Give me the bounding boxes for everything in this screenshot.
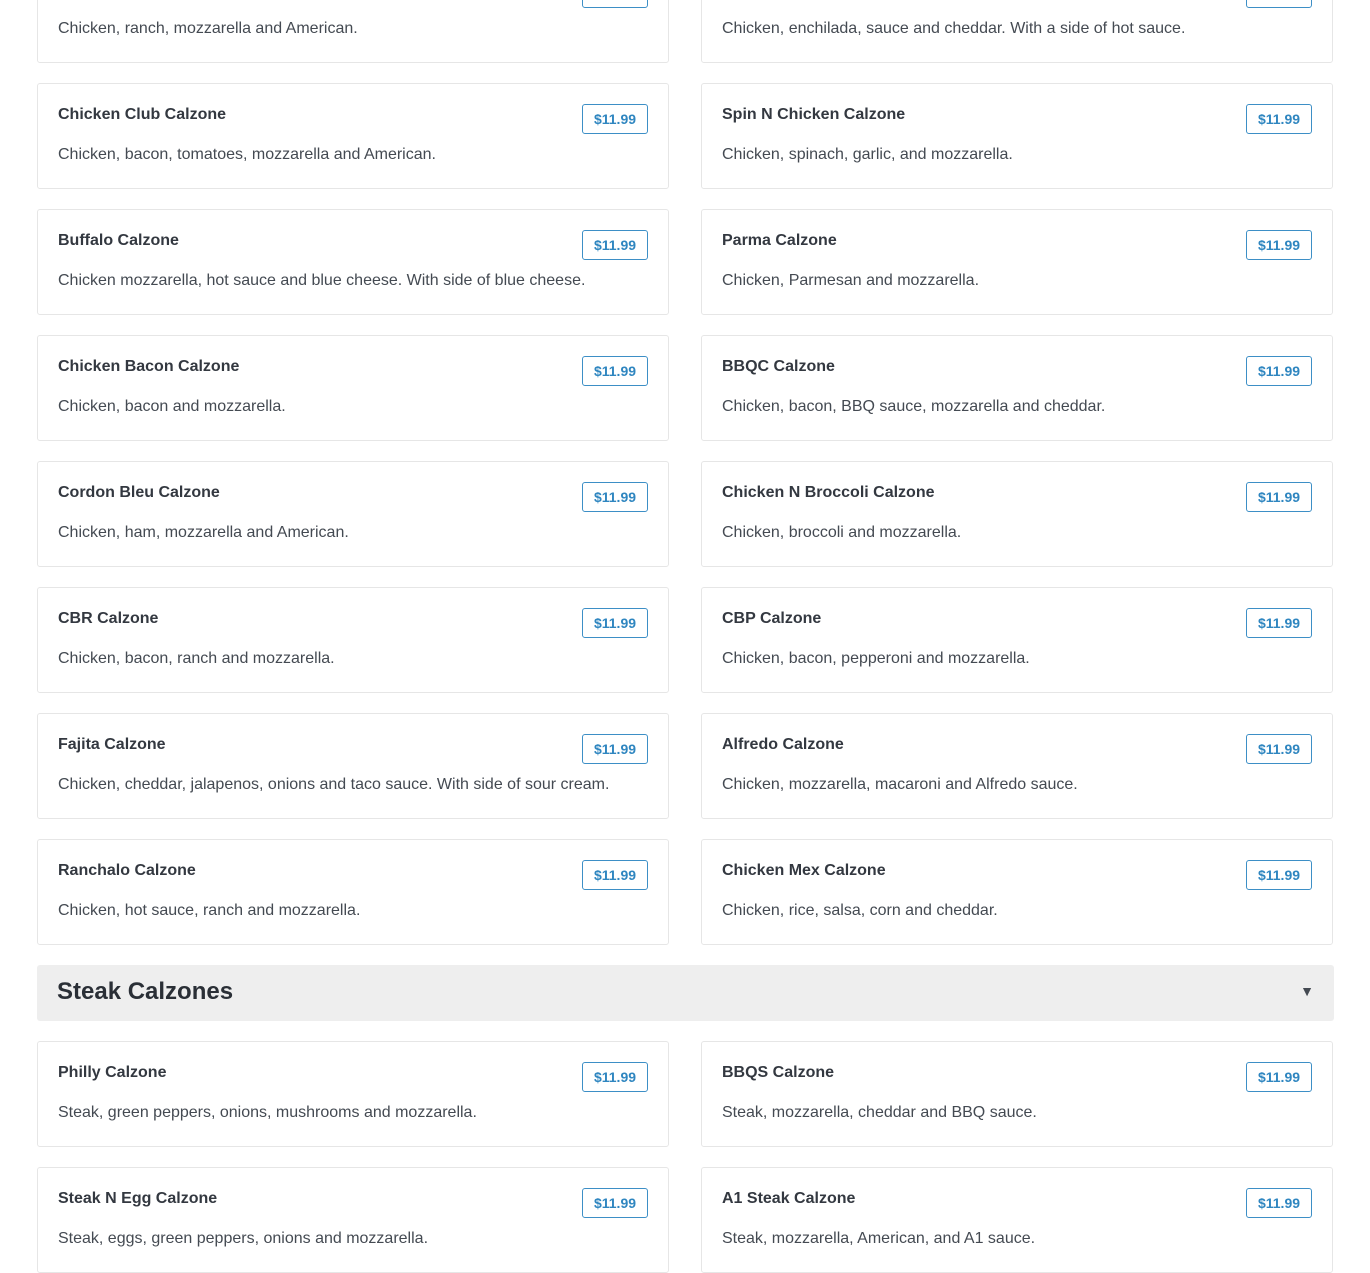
item-name: Chicken Mex Calzone xyxy=(722,862,886,879)
item-description: Chicken, mozzarella, macaroni and Alfredo sauce. xyxy=(722,776,1078,793)
price-button[interactable]: $11.99 xyxy=(1246,860,1312,890)
menu-item-card[interactable] xyxy=(701,1041,1333,1147)
item-name: BBQC Calzone xyxy=(722,358,835,375)
item-description: Steak, green peppers, onions, mushrooms and mozzarella. xyxy=(58,1104,477,1121)
price-button[interactable]: $11.99 xyxy=(1246,1062,1312,1092)
menu-item-card[interactable] xyxy=(37,0,669,63)
item-name: Chicken Club Calzone xyxy=(58,106,227,123)
item-description: Chicken, bacon and mozzarella. xyxy=(58,398,286,415)
item-name: Philly Calzone xyxy=(58,1064,167,1081)
menu-item-card[interactable] xyxy=(701,209,1333,315)
menu-item-card[interactable] xyxy=(701,83,1333,189)
menu-item-card[interactable] xyxy=(37,209,669,315)
item-description: Chicken, broccoli and mozzarella. xyxy=(722,524,962,541)
item-name: CBP Calzone xyxy=(722,610,822,627)
item-name: Spin N Chicken Calzone xyxy=(722,106,906,123)
price-button[interactable]: $11.99 xyxy=(582,356,648,386)
item-name: Buffalo Calzone xyxy=(58,232,179,249)
menu-item-card[interactable] xyxy=(37,713,669,819)
item-description: Chicken, ranch, mozzarella and American. xyxy=(58,20,358,37)
price-button[interactable]: $11.99 xyxy=(1246,482,1312,512)
item-description: Chicken, spinach, garlic, and mozzarella. xyxy=(722,146,1013,163)
price-button[interactable]: $11.99 xyxy=(1246,104,1312,134)
menu-item-card[interactable] xyxy=(701,713,1333,819)
item-name: Cordon Bleu Calzone xyxy=(58,484,220,501)
menu-item-card[interactable] xyxy=(37,1167,669,1273)
price-button[interactable]: $11.99 xyxy=(1246,356,1312,386)
section-header-steak-calzones[interactable] xyxy=(37,965,1334,1021)
caret-down-icon: ▼ xyxy=(1300,983,1314,999)
price-button[interactable]: $11.99 xyxy=(582,860,648,890)
price-button[interactable]: $11.99 xyxy=(1246,230,1312,260)
item-description: Chicken, rice, salsa, corn and cheddar. xyxy=(722,902,998,919)
menu-item-card[interactable] xyxy=(701,1167,1333,1273)
price-button[interactable]: $11.99 xyxy=(582,1188,648,1218)
item-name: Fajita Calzone xyxy=(58,736,166,753)
price-button[interactable]: $11.99 xyxy=(582,230,648,260)
item-description: Chicken, Parmesan and mozzarella. xyxy=(722,272,980,289)
menu-item-card[interactable] xyxy=(701,335,1333,441)
item-name: Steak N Egg Calzone xyxy=(58,1190,218,1207)
item-name: A1 Steak Calzone xyxy=(722,1190,856,1207)
price-button[interactable]: $11.99 xyxy=(582,608,648,638)
price-button[interactable]: $11.99 xyxy=(1246,734,1312,764)
item-description: Chicken, bacon, ranch and mozzarella. xyxy=(58,650,335,667)
section-title: Steak Calzones xyxy=(57,978,234,1005)
menu-item-card[interactable] xyxy=(701,461,1333,567)
item-description: Steak, mozzarella, cheddar and BBQ sauce. xyxy=(722,1104,1037,1121)
item-description: Chicken, bacon, pepperoni and mozzarella. xyxy=(722,650,1030,667)
item-name: Ranchalo Calzone xyxy=(58,862,196,879)
item-name: CBR Calzone xyxy=(58,610,159,627)
price-button[interactable]: $11.99 xyxy=(582,734,648,764)
menu-item-card[interactable] xyxy=(37,587,669,693)
item-description: Chicken, bacon, tomatoes, mozzarella and American. xyxy=(58,146,436,163)
price-button[interactable]: $11.99 xyxy=(582,1062,648,1092)
menu-item-card[interactable] xyxy=(37,83,669,189)
menu-item-card[interactable] xyxy=(37,461,669,567)
item-description: Chicken, bacon, BBQ sauce, mozzarella and cheddar. xyxy=(722,398,1106,415)
item-name: Alfredo Calzone xyxy=(722,736,844,753)
item-name: Parma Calzone xyxy=(722,232,837,249)
price-button[interactable]: $11.99 xyxy=(582,482,648,512)
price-button[interactable]: $11.99 xyxy=(1246,608,1312,638)
menu-item-card[interactable] xyxy=(701,839,1333,945)
item-description: Chicken, hot sauce, ranch and mozzarella. xyxy=(58,902,361,919)
item-description: Steak, mozzarella, American, and A1 sauce. xyxy=(722,1230,1036,1247)
item-name: Chicken N Broccoli Calzone xyxy=(722,484,935,501)
item-description: Chicken mozzarella, hot sauce and blue cheese. With side of blue cheese. xyxy=(58,272,586,289)
menu-item-card[interactable] xyxy=(37,335,669,441)
item-description: Steak, eggs, green peppers, onions and mozzarella. xyxy=(58,1230,429,1247)
menu-item-card[interactable] xyxy=(701,0,1333,63)
price-button[interactable] xyxy=(1246,0,1312,8)
menu-item-card[interactable] xyxy=(701,587,1333,693)
price-button[interactable] xyxy=(582,0,648,8)
item-description: Chicken, cheddar, jalapenos, onions and taco sauce. With side of sour cream. xyxy=(58,776,610,793)
price-button[interactable]: $11.99 xyxy=(582,104,648,134)
item-description: Chicken, ham, mozzarella and American. xyxy=(58,524,349,541)
item-description: Chicken, enchilada, sauce and cheddar. With a side of hot sauce. xyxy=(722,20,1186,37)
menu-item-card[interactable] xyxy=(37,839,669,945)
item-name: BBQS Calzone xyxy=(722,1064,835,1081)
item-name: Chicken Bacon Calzone xyxy=(58,358,240,375)
menu-item-card[interactable] xyxy=(37,1041,669,1147)
price-button[interactable]: $11.99 xyxy=(1246,1188,1312,1218)
